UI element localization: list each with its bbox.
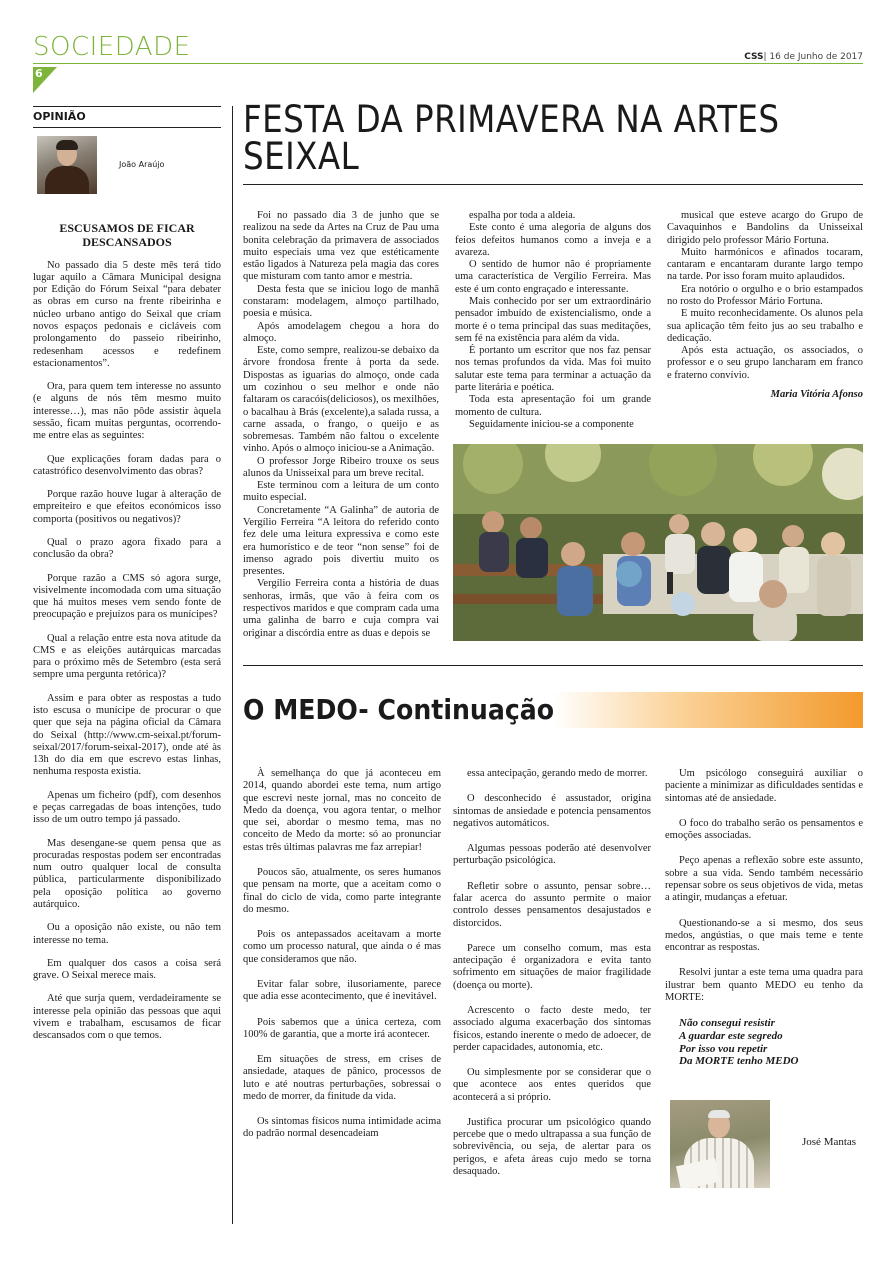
opinion-paragraph: Que explicações foram dadas para o catastrófico desenvolvimento das obras? — [33, 453, 221, 477]
column-divider — [232, 106, 233, 1224]
publication-info — [744, 52, 863, 62]
festa-paragraph: Foi no passado dia 3 de junho que se realizou na sede da Artes na Cruz de Pau uma bonita celebração da primavera de associados muito especiais uma vez que estéticamente estão ligados à Natureza pela magia das cores que misturam com tanto amor e mestria. — [243, 210, 439, 283]
publication-name: CSS — [744, 52, 764, 62]
opinion-paragraph: Apenas um ficheiro (pdf), com desenhos e peças carregadas de boas intenções, tudo isso de um outro tempo já passado. — [33, 789, 221, 826]
section-title: SOCIEDADE — [33, 32, 191, 62]
festa-paragraph: Este, como sempre, realizou-se debaixo da árvore frondosa frente à porta da sede. Dispostas as iguarias do almoço, onde cada um cozinhou o seu melhor e onde não faltaram os caracóis(deliciosos), os mexilhões, o bacalhau à Brás (excelente),a salada russa, a carne assada, o frango, o queijo e as sobremesas. Também não faltou o excelente vinho. Após o almoço iniciou-se a Animação. — [243, 345, 439, 455]
opinion-label-rule — [33, 127, 221, 128]
opinion-author-name: João Araújo — [119, 160, 165, 169]
medo-paragraph: Resolvi juntar a este tema uma quadra para ilustrar bem quanto MEDO eu tenho da MORTE: — [665, 967, 863, 1003]
opinion-paragraph: Até que surja quem, verdadeiramente se interesse pela opinião das pessoas que aqui vivem e trabalham, escusamos de ficar descansados com o que temos. — [33, 993, 221, 1042]
festa-paragraph: Seguidamente iniciou-se a componente — [469, 418, 634, 430]
medo-paragraph: Pois sabemos que a única certeza, com 100% de garantia, que a morte irá acontecer. — [243, 1016, 441, 1040]
opinion-paragraph: Porque razão houve lugar à alteração de empreiteiro e que efeitos económicos isso comporta (positivos ou negativos)? — [33, 489, 221, 525]
festa-paragraph: Toda esta apresentação foi um grande momento de cultura. — [455, 394, 651, 418]
opinion-paragraph: Porque razão a CMS só agora surge, visivelmente incomodada com uma situação que há muitos meses vem sendo fonte de preocupação e prejuízos para os munícipes? — [33, 572, 221, 621]
issue-date: | 16 de Junho de 2017 — [763, 52, 863, 62]
medo-paragraph: Um psicólogo conseguirá auxiliar o paciente a minimizar as dificuldades sentidas e sintomas até de ansiedade. — [665, 768, 863, 804]
festa-signature: Maria Vitória Afonso — [770, 388, 863, 400]
medo-paragraph: Os sintomas físicos numa intimidade acima do padrão normal desencadeiam — [243, 1116, 441, 1140]
medo-column-1 — [243, 768, 441, 1154]
opinion-label: OPINIÃO — [33, 110, 86, 123]
festa-paragraph: O sentido de humor não é propriamente uma característica de Vergílio Ferreira. Mas este é um conto engraçado e interessante. — [455, 259, 651, 295]
medo-column-2 — [453, 768, 651, 1191]
opinion-paragraph: Ora, para quem tem interesse no assunto (e alguns de nós têm mesmo muito interesse…), mas não pôde assistir àquela sessão, ficam muitas perguntas, ocorrendo-me entre elas as seguintes: — [33, 381, 221, 442]
festa-paragraph: Era notório o orgulho e o brio estampados no rosto do Professor Mário Fortuna. — [667, 283, 863, 307]
opinion-paragraph: Assim e para obter as respostas a tudo isto escusa o munícipe de procurar o que quer que seja na página oficial da Câmara do Seixal (http://www.cm-seixal.pt/forum-seixal/2017/forum-seixal-2017), onde até às 13h do dia em que escrevo estas linhas, nenhuma resposta existia. — [33, 692, 221, 778]
medo-paragraph: Questionando-se a si mesmo, dos seus medos, angústias, o que mais teme e tente encontrar as respostas. — [665, 917, 863, 954]
festa-paragraph: musical que esteve acargo do Grupo de Cavaquinhos e Bandolins da Unisseixal dirigido pelo professor Mário Fortuna. — [667, 210, 863, 246]
medo-paragraph: Evitar falar sobre, ilusoriamente, parece que adia esse acontecimento, que é inevitável. — [243, 978, 441, 1003]
medo-author-name: José Mantas — [802, 1136, 857, 1148]
festa-paragraph: Após esta actuação, os associados, o professor e o seu grupo lancharam em franco e fraterno convívio. — [667, 345, 863, 381]
festa-paragraph: É portanto um escritor que nos faz pensar nos temas profundos da vida. Mas foi muito salutar este tema para terminar a actuação da parte literária e poética. — [455, 345, 651, 393]
festa-column-2 — [455, 210, 651, 431]
festa-headline: FESTA DA PRIMAVERA NA ARTES SEIXAL — [243, 98, 780, 178]
author-portrait — [37, 136, 97, 194]
medo-paragraph: O desconhecido é assustador, origina sintomas de ansiedade e potencia pensamentos negativos automáticos. — [453, 793, 651, 829]
medo-paragraph: O foco do trabalho serão os pensamentos e emoções associadas. — [665, 817, 863, 842]
medo-paragraph: Justifica procurar um psicológico quando percebe que o medo ultrapassa a sua função de sobrevivência, ou seja, de alertar para os perigos, e afeta áreas cujo medo se torna desaquado. — [453, 1116, 651, 1178]
poem-line: Não consegui resistir — [679, 1017, 775, 1030]
opinion-paragraph: Ou a oposição não existe, ou não tem interesse no tema. — [33, 922, 221, 946]
festa-paragraph: Após amodelagem chegou a hora do almoço. — [243, 320, 439, 344]
medo-paragraph: Em situações de stress, em crises de ansiedade, ataques de pânico, processos de luto e até noutras perturbações, sobressai o medo de morrer, da finitude da vida. — [243, 1054, 441, 1102]
medo-column-3 — [665, 768, 863, 1081]
medo-paragraph: Poucos são, atualmente, os seres humanos que pensam na morte, que a aceitam como o final do ciclo de vida, como parte integrante do mesmo. — [243, 866, 441, 915]
festa-paragraph: Mais conhecido por ser um extraordinário pensador imbuído de existencialismo, onde a morte é o tema principal das suas meditações, sem fé na existência para além da vida. — [455, 295, 651, 344]
page-number: 6 — [35, 67, 43, 80]
festa-photo — [453, 444, 863, 641]
medo-paragraph: essa antecipação, gerando medo de morrer. — [467, 768, 648, 779]
festa-paragraph: espalha por toda a aldeia. — [469, 210, 576, 221]
opinion-title: ESCUSAMOS DE FICAR DESCANSADOS — [59, 221, 195, 249]
festa-paragraph: Muito harmónicos e afinados tocaram, cantaram e encantaram durante largo tempo na tarde. Por isso foram muito aplaudidos. — [667, 246, 863, 283]
medo-poem — [679, 1017, 863, 1068]
medo-headline: O MEDO- Continuação — [243, 693, 555, 726]
header-rule — [33, 63, 863, 64]
opinion-paragraph: Qual a relação entre esta nova atitude da CMS e as eleições autárquicas marcadas para o próximo mês de Setembro (esta será sempre uma pergunta retórica)? — [33, 632, 221, 681]
opinion-paragraph: Qual o prazo agora fixado para a conclusão da obra? — [33, 536, 221, 561]
medo-paragraph: Peço apenas a reflexão sobre este assunto, sobre a sua vida. Sendo também necessário repensar sobre os seus objetivos de vida, metas a atingir, mudanças a efetuar. — [665, 855, 863, 904]
festa-column-3 — [667, 210, 863, 401]
section-divider-rule — [243, 665, 863, 666]
festa-paragraph: Vergílio Ferreira conta a história de duas senhoras, irmãs, que vão à feira com os respectivos maridos e que compram cada uma uma galinha de barro e cuja compra vai originar a discórdia entre as duas e depois se — [243, 578, 439, 639]
festa-paragraph: Concretamente “A Galinha” de autoria de Vergílio Ferreira “A leitora do referido conto fez dele uma leitura expressiva e como este era humorístico e de teor “non sense” foi de imenso agrado pois divertiu muito os presentes. — [243, 504, 439, 578]
medo-paragraph: Refletir sobre o assunto, pensar sobre… falar acerca do assunto permite o maior controlo desses pensamentos desajustados e distorcidos. — [453, 880, 651, 929]
medo-paragraph: À semelhança do que já aconteceu em 2014, quando abordei este tema, num artigo que escrevi neste jornal, mas no conceito de Medo da doença, vou agora tentar, o melhor que sei, abordar o mesmo tema, mas no conceito de Medo da morte: só ao pronunciar estas três últimas palavras me faz arrepiar! — [243, 768, 441, 853]
medo-author-photo — [670, 1100, 770, 1188]
festa-paragraph: Este conto é uma alegoria de alguns dos feios defeitos humanos como a inveja e a avareza. — [455, 222, 651, 258]
festa-paragraph: O professor Jorge Ribeiro trouxe os seus alunos da Unisseixal para um breve recital. — [243, 455, 439, 479]
medo-paragraph: Acrescento o facto deste medo, ter associado alguma exacerbação dos sintomas físicos, estando inerente o medo de adoecer, de perder capacidades, autonomia, etc. — [453, 1004, 651, 1053]
festa-paragraph: E muito reconhecidamente. Os alunos pela sua aplicação têm feito jus ao seu trabalho e dedicação. — [667, 308, 863, 344]
medo-paragraph: Algumas pessoas poderão até desenvolver perturbação psicológica. — [453, 843, 651, 867]
opinion-paragraph: No passado dia 5 deste mês terá tido lugar aquilo a Câmara Municipal designa por Edição do Fórum Seixal “para debater as obras em curso na frente ribeirinha e núcleo urbano antigo do Seixal que críam novos espaços pedonais e cicláveis com prolongamento do passeio ribeirinho, redesenham acessos e redefinem estacionamentos”. — [33, 259, 221, 369]
festa-paragraph: Desta festa que se iniciou logo de manhã constaram: modelagem, almoço partilhado, poesia e música. — [243, 283, 439, 320]
medo-paragraph: Ou simplesmente por se considerar que o que acontece aos entes queridos que acontecerá a si próprio. — [453, 1067, 651, 1103]
opinion-author-box — [33, 136, 221, 198]
festa-paragraph: Este terminou com a leitura de um conto muito especial. — [243, 480, 439, 504]
opinion-paragraph: Mas desengane-se quem pensa que as procuradas respostas podem ser encontradas num outro qualquer local de consulta pública, particularmente disponibilizado pela oposição política ao governo autárquico. — [33, 837, 221, 910]
poem-line: A guardar este segredo — [679, 1029, 783, 1042]
opinion-body — [33, 260, 221, 1043]
festa-column-1 — [243, 210, 439, 640]
opinion-column — [33, 106, 221, 1054]
festa-headline-rule — [243, 184, 863, 185]
medo-paragraph: Pois os antepassados aceitavam a morte como um processo natural, que ainda o é mas que consideramos que não. — [243, 929, 441, 965]
medo-paragraph: Parece um conselho comum, mas esta antecipação é organizadora e evita tanto sofrimento em situações de maior fragilidade (doença ou morte). — [453, 942, 651, 991]
opinion-paragraph: Em qualquer dos casos a coisa será grave. O Seixal merece mais. — [33, 957, 221, 982]
poem-line: Por isso vou repetir — [679, 1042, 768, 1055]
poem-line: Da MORTE tenho MEDO — [679, 1055, 799, 1068]
